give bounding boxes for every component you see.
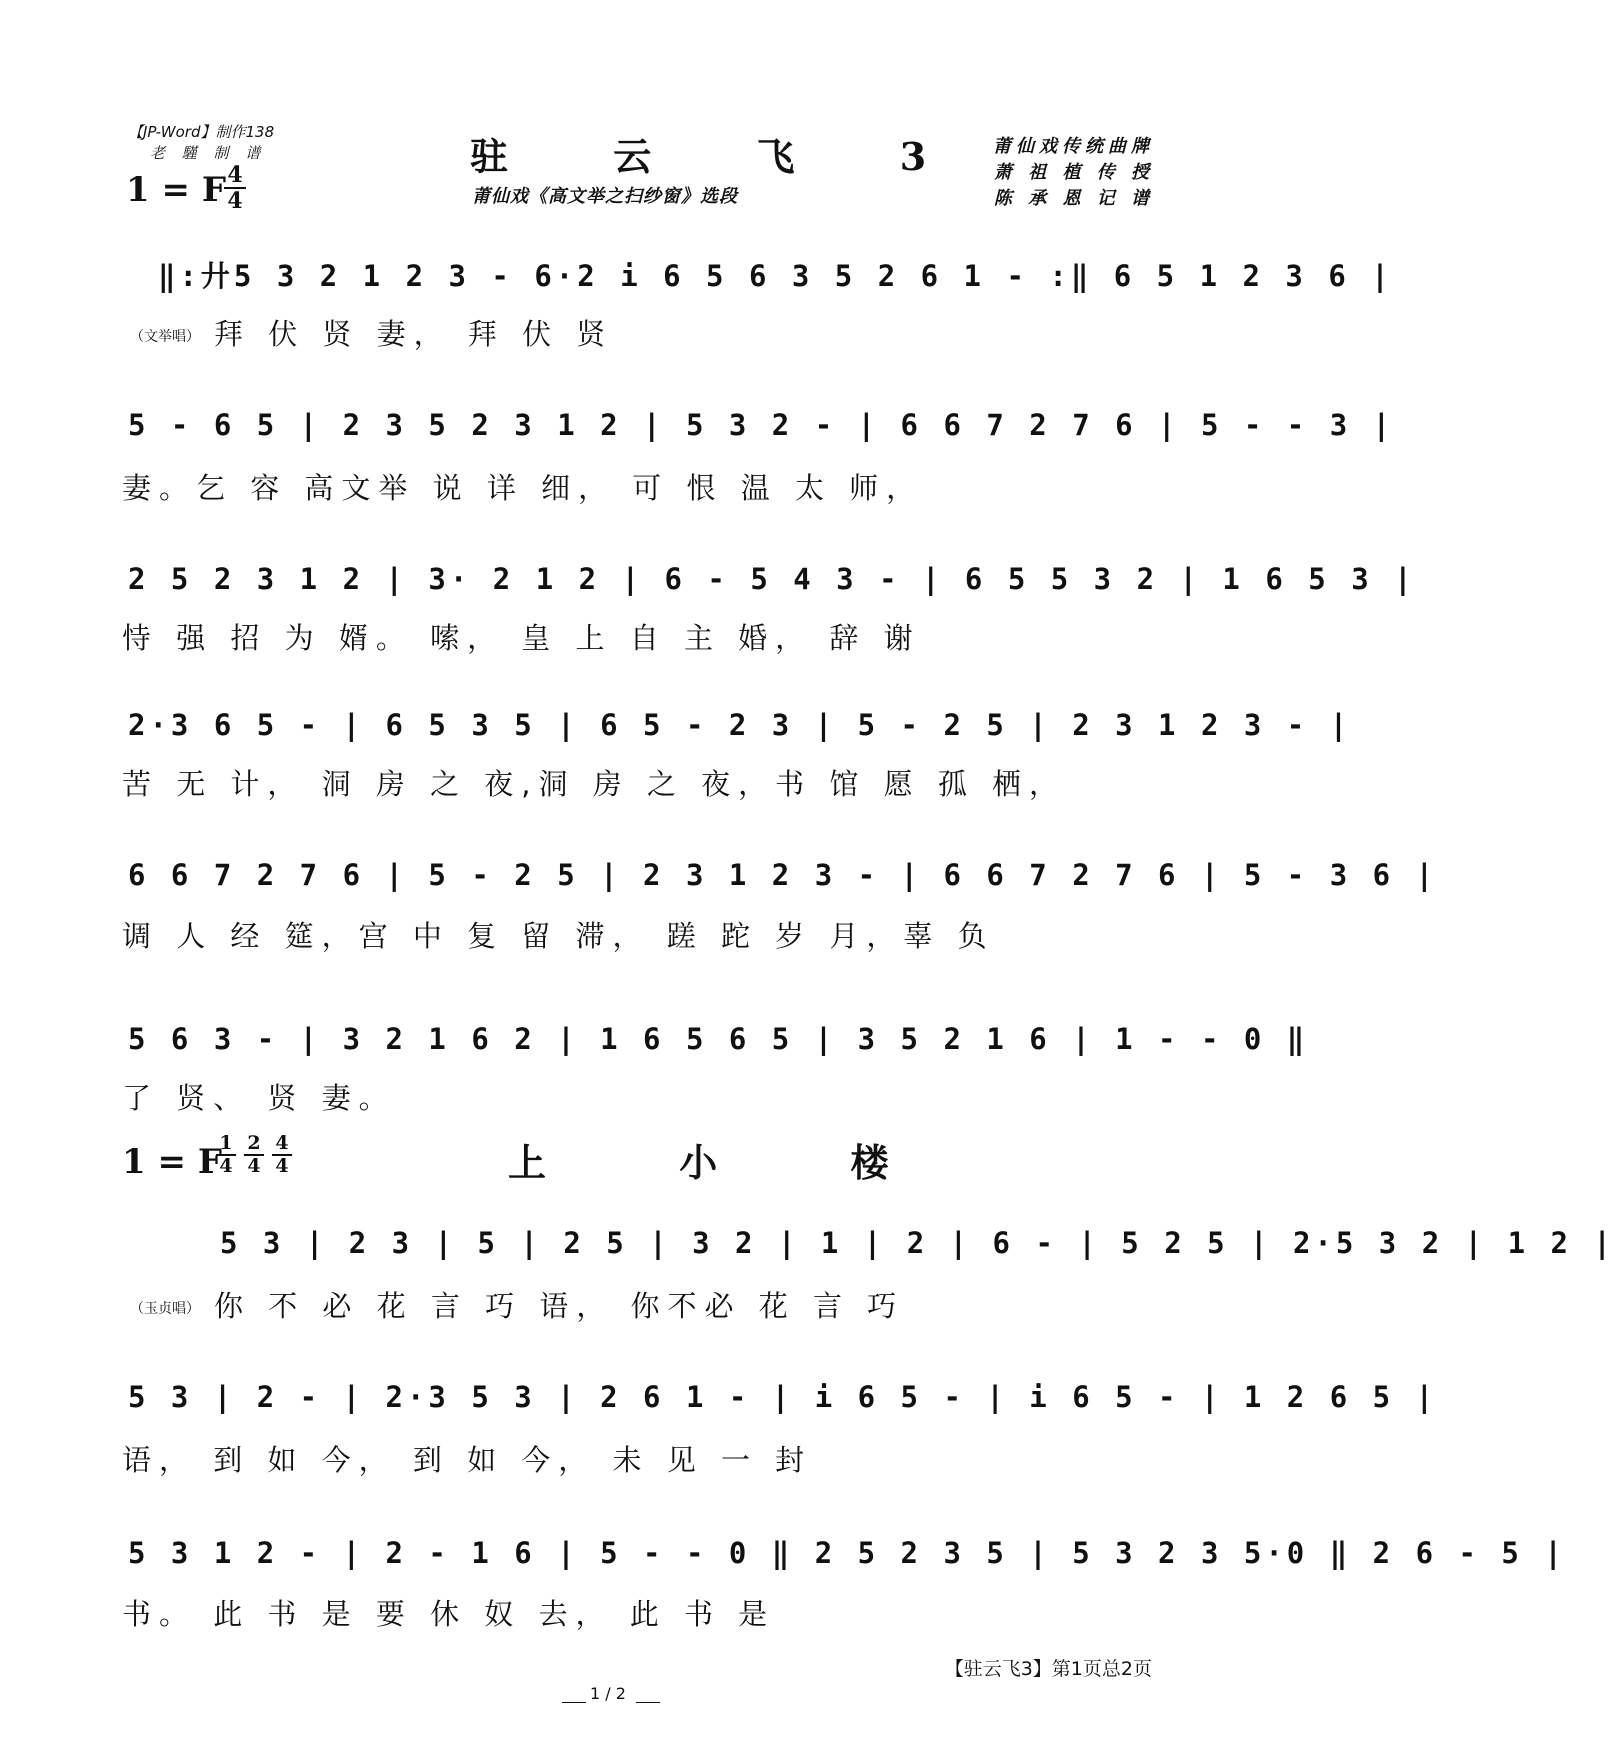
- notation-line-1: ‖:廾5 3 2 1 2 3 - 6·2 i 6 5 6 3 5 2 6 1 - :‖ 6 5 1 2 3 6 |: [158, 259, 1393, 293]
- notation-line-4: 2·3 6 5 - | 6 5 3 5 | 6 5 - 2 3 | 5 - 2 5 | 2 3 1 2 3 - |: [128, 708, 1352, 742]
- maker-name: 老 騹 制 谱: [150, 144, 267, 162]
- notation-line-6: 5 6 3 - | 3 2 1 6 2 | 1 6 5 6 5 | 3 5 2 1 6 | 1 - - 0 ‖: [128, 1022, 1309, 1056]
- section2-lyrics-line-2: 语， 到 如 今， 到 如 今， 未 见 一 封: [122, 1443, 813, 1477]
- time-signature-numerator: 4: [227, 162, 243, 188]
- section2-title: 上 小 楼: [508, 1140, 949, 1185]
- section2-notation-line-1: 5 3 | 2 3 | 5 | 2 5 | 3 2 | 1 | 2 | 6 - | 5 2 5 | 2·5 3 2 | 1 2 |: [220, 1226, 1615, 1260]
- page-number-rule-right: [636, 1702, 660, 1703]
- page-number-rule-left: [562, 1702, 586, 1703]
- lyrics-line-6: 了 贤、 贤 妻。: [122, 1081, 396, 1115]
- time-signature: [224, 164, 246, 212]
- lyrics-line-3: 恃 强 招 为 婿。 嗦， 皇 上 自 主 婚， 辞 谢: [122, 621, 921, 655]
- lyrics-line-2: 妻。乞 容 高文举 说 详 细， 可 恨 温 太 师，: [122, 471, 924, 505]
- section2-ts3-num: 4: [275, 1132, 289, 1154]
- notation-line-5: 6 6 7 2 7 6 | 5 - 2 5 | 2 3 1 2 3 - | 6 6 7 2 7 6 | 5 - 3 6 |: [128, 858, 1438, 892]
- section2-ts1-den: 4: [219, 1155, 233, 1177]
- section2-ts2-num: 2: [247, 1132, 261, 1154]
- lyrics-line-4: 苦 无 计， 洞 房 之 夜,洞 房 之 夜，书 馆 愿 孤 栖，: [122, 767, 1067, 801]
- key-signature: 1 = F: [126, 170, 226, 210]
- section2-time-signature-1: [216, 1134, 236, 1176]
- maker-credit: 【JP-Word】制作138: [128, 123, 275, 141]
- notation-line-2: 5 - 6 5 | 2 3 5 2 3 1 2 | 5 3 2 - | 6 6 7 2 7 6 | 5 - - 3 |: [128, 408, 1395, 442]
- song-subtitle: 莆仙戏《高文举之扫纱窗》选段: [472, 186, 738, 207]
- section2-time-signature-3: [272, 1134, 292, 1176]
- credit-line-2: 萧 祖 植 传 授: [993, 162, 1154, 183]
- page-number: 1 / 2: [590, 1684, 626, 1703]
- page-label: 【驻云飞3】第1页总2页: [944, 1658, 1152, 1680]
- singer-role-2: （玉贞唱）: [130, 1301, 200, 1317]
- notation-line-3: 2 5 2 3 1 2 | 3· 2 1 2 | 6 - 5 4 3 - | 6 5 5 3 2 | 1 6 5 3 |: [128, 562, 1416, 596]
- credit-line-1: 莆仙戏传统曲牌: [993, 136, 1154, 157]
- time-signature-denominator: 4: [227, 188, 243, 214]
- song-title: 驻 云 飞 3: [470, 134, 973, 179]
- section2-notation-line-2: 5 3 | 2 - | 2·3 5 3 | 2 6 1 - | i 6 5 - | i 6 5 - | 1 2 6 5 |: [128, 1380, 1438, 1414]
- section2-ts1-num: 1: [219, 1132, 233, 1154]
- section2-notation-line-3: 5 3 1 2 - | 2 - 1 6 | 5 - - 0 ‖ 2 5 2 3 5 | 5 3 2 3 5·0 ‖ 2 6 - 5 |: [128, 1536, 1566, 1570]
- section2-key-signature: 1 = F: [122, 1142, 222, 1182]
- section2-lyrics-line-1: 你 不 必 花 言 巧 语， 你不必 花 言 巧: [214, 1289, 905, 1323]
- credit-line-3: 陈 承 恩 记 谱: [993, 188, 1154, 209]
- section2-time-signature-2: [244, 1134, 264, 1176]
- singer-role-1: （文举唱）: [130, 329, 200, 345]
- lyrics-line-5: 调 人 经 筵，宫 中 复 留 滞， 蹉 跎 岁 月，辜 负: [122, 919, 995, 953]
- lyrics-line-1: 拜 伏 贤 妻， 拜 伏 贤: [214, 317, 614, 351]
- section2-lyrics-line-3: 书。 此 书 是 要 休 奴 去， 此 书 是: [122, 1597, 776, 1631]
- section2-ts2-den: 4: [247, 1155, 261, 1177]
- section2-ts3-den: 4: [275, 1155, 289, 1177]
